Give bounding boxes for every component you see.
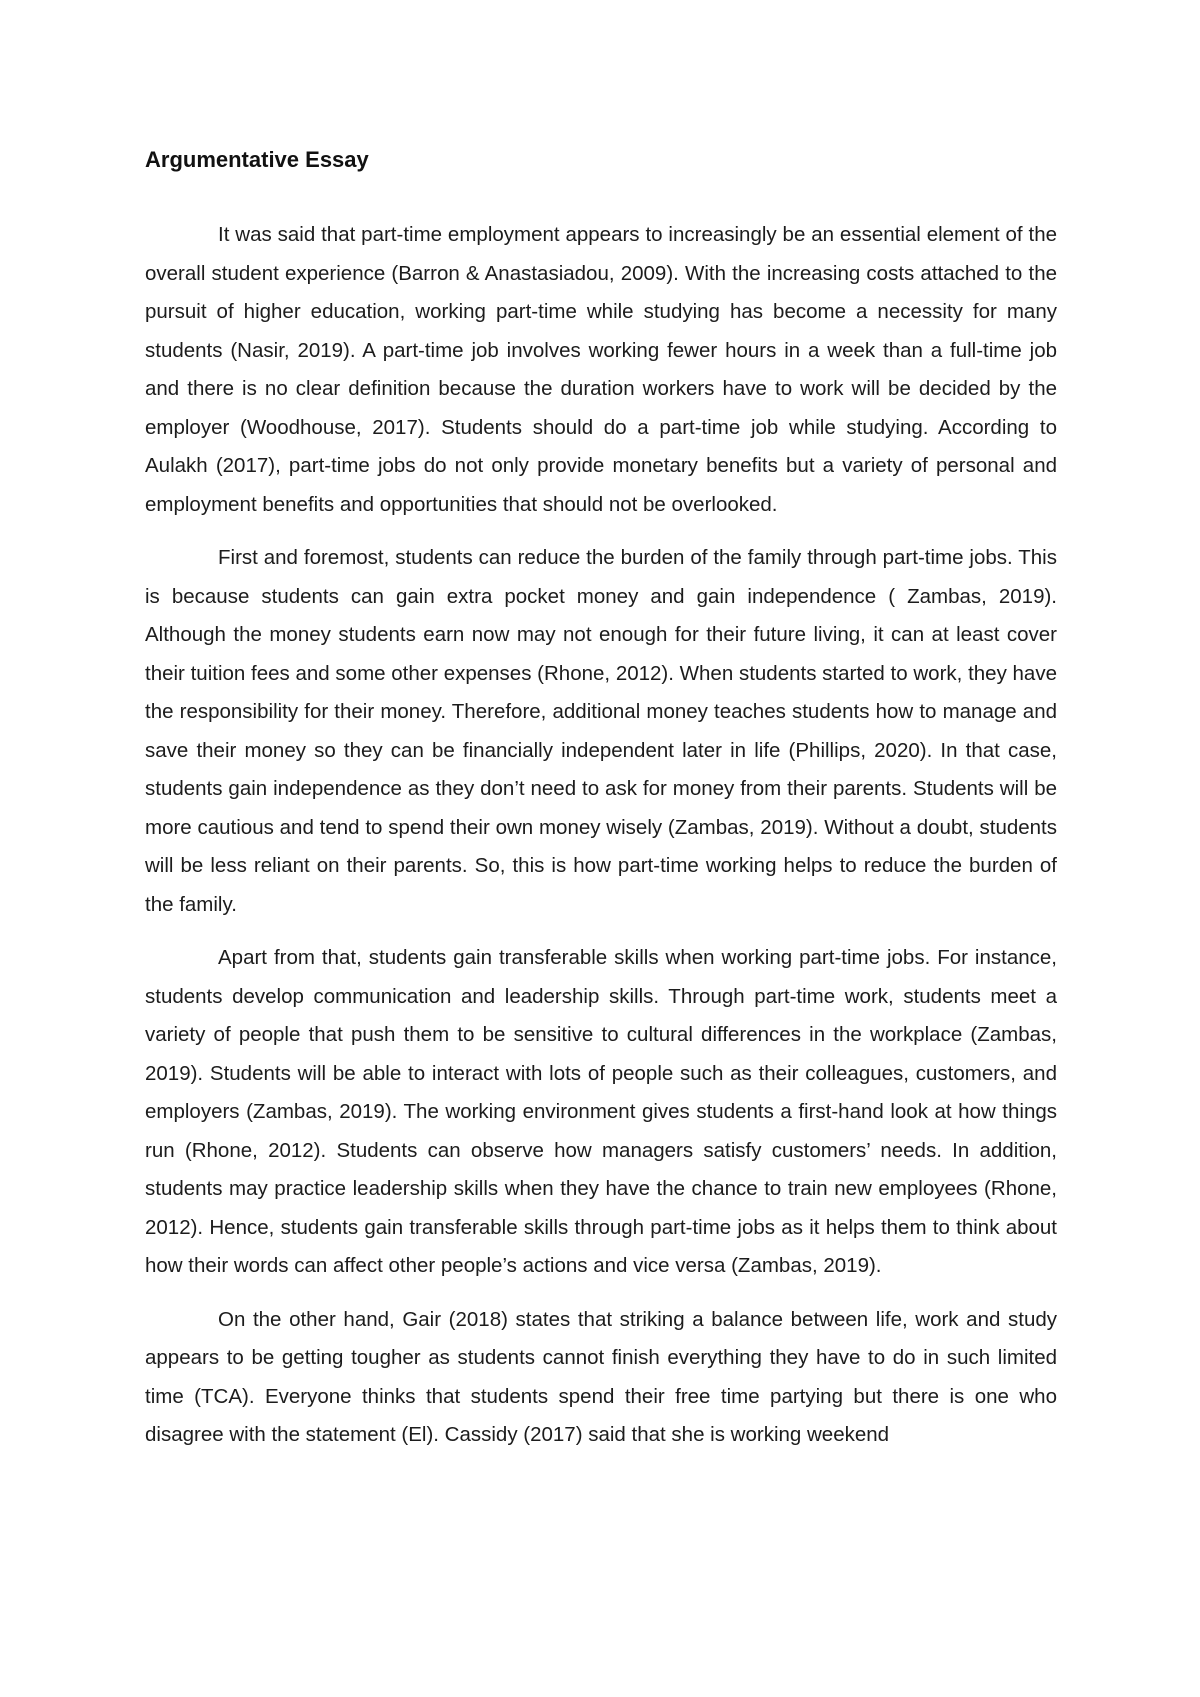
paragraph-reduce-family-burden: First and foremost, students can reduce the burden of the family through part-time jobs. This is because students can gain extra pocket money and gain independence ( Zambas, 2019). Although the money students earn now may not enough for their future living, it can at least cover their tuition fees and some other expenses (Rhone, 2012). When students started to work, they have the responsibility for their money. Therefore, additional money teaches students how to manage and save their money so they can be financially independent later in life (Phillips, 2020). In that case, students gain independence as they don’t need to ask for money from their parents. Students will be more cautious and tend to spend their own money wisely (Zambas, 2019). Without a doubt, students will be less reliant on their parents. So, this is how part-time working helps to reduce the burden of the family. [145,546,1057,916]
paragraph-introduction: It was said that part-time employment appears to increasingly be an essential element of the overall student experience (Barron & Anastasiadou, 2009). With the increasing costs attached to the pursuit of higher education, working part-time while studying has become a necessity for many students (Nasir, 2019). A part-time job involves working fewer hours in a week than a full-time job and there is no clear definition because the duration workers have to work will be decided by the employer (Woodhouse, 2017). Students should do a part-time job while studying. According to Aulakh (2017), part-time jobs do not only provide monetary benefits but a variety of personal and employment benefits and opportunities that should not be overlooked. [145,223,1057,516]
paragraph-counterargument: On the other hand, Gair (2018) states that striking a balance between life, work and study appears to be getting tougher as students cannot finish everything they have to do in such limited time (TCA). Everyone thinks that students spend their free time partying but there is one who disagree with the statement (El). Cassidy (2017) said that she is working weekend [145,1307,1057,1446]
essay-page [145,140,1057,1470]
essay-title: Argumentative Essay [145,147,369,172]
paragraph-transferable-skills: Apart from that, students gain transferable skills when working part-time jobs. For instance, students develop communication and leadership skills. Through part-time work, students meet a variety of people that push them to be sensitive to cultural differences in the workplace (Zambas, 2019). Students will be able to interact with lots of people such as their colleagues, customers, and employers (Zambas, 2019). The working environment gives students a first-hand look at how things run (Rhone, 2012). Students can observe how managers satisfy customers’ needs. In addition, students may practice leadership skills when they have the chance to train new employees (Rhone, 2012). Hence, students gain transferable skills through part-time jobs as it helps them to think about how their words can affect other people’s actions and vice versa (Zambas, 2019). [145,946,1057,1277]
